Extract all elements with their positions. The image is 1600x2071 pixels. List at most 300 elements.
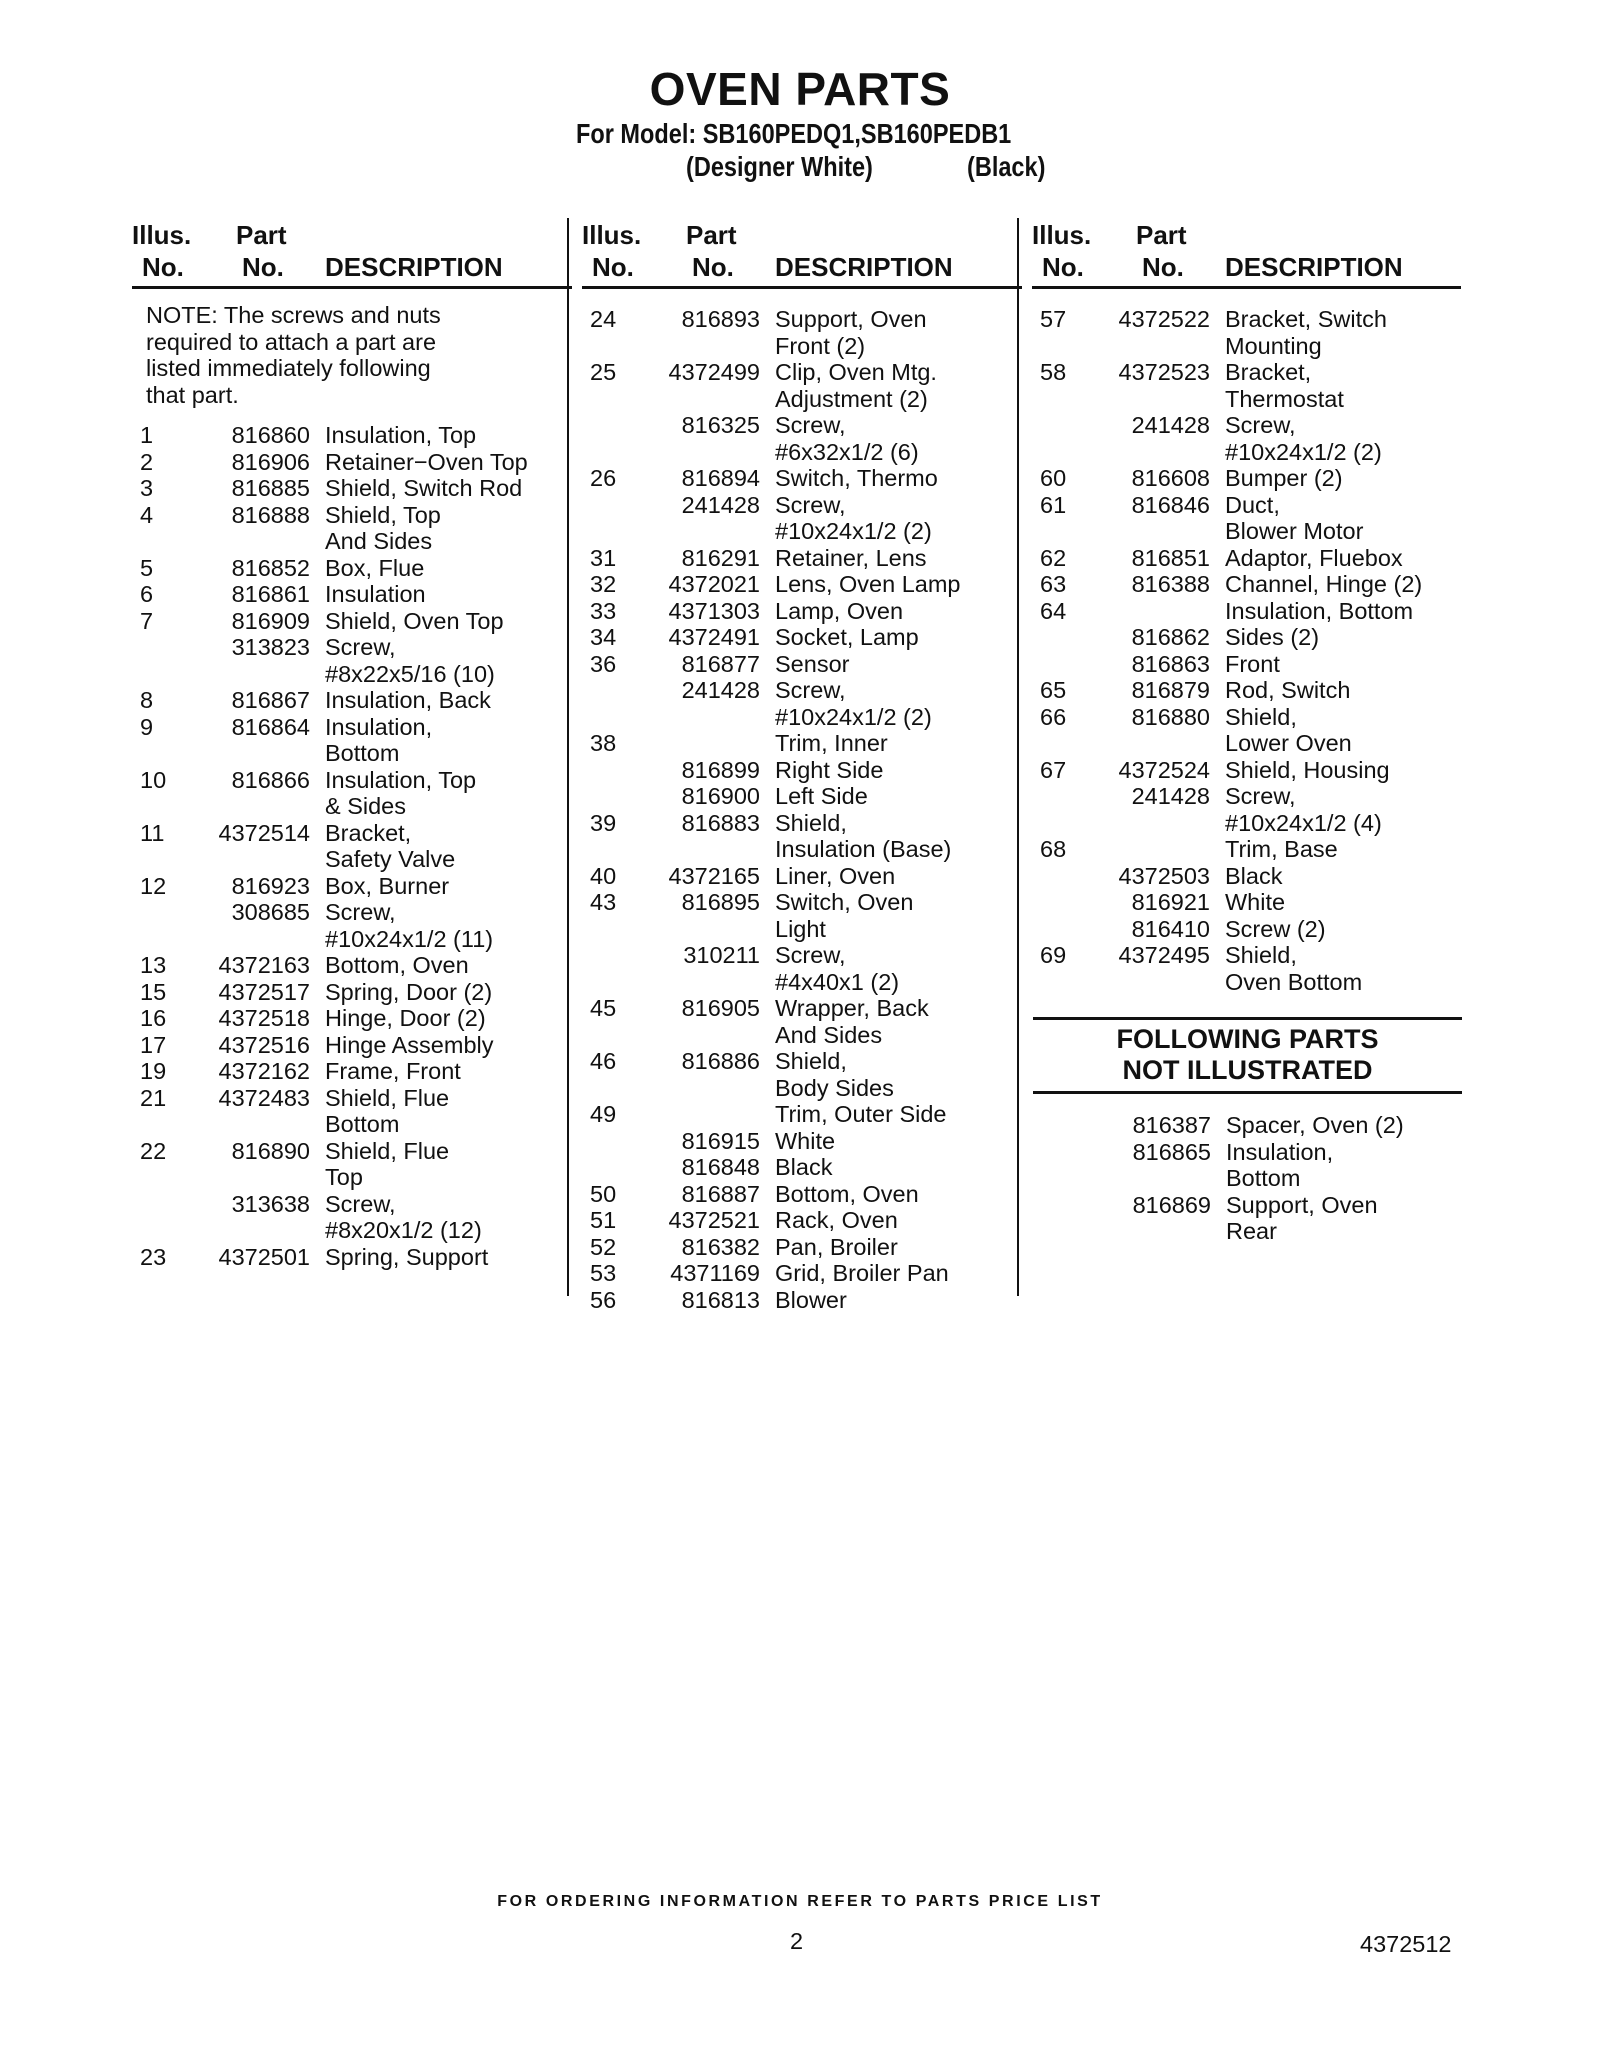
part-number: 4372516	[218, 1031, 310, 1058]
part-description: Bracket, Switch	[1225, 306, 1387, 332]
part-number: 816852	[231, 554, 310, 581]
part-description: Screw,	[775, 942, 846, 968]
part-row	[132, 1111, 572, 1138]
header-part-no: No.	[1142, 252, 1184, 282]
part-description: Sensor	[775, 650, 850, 677]
part-row	[132, 555, 572, 582]
part-row	[132, 899, 572, 926]
part-number: 241428	[1131, 783, 1210, 809]
part-number: 816382	[681, 1233, 760, 1260]
illus-number: 65	[1040, 677, 1067, 703]
part-description: Screw (2)	[1225, 915, 1326, 942]
part-row	[1032, 412, 1472, 439]
part-description: Shield, Oven Top	[325, 607, 504, 634]
illus-number: 22	[140, 1137, 167, 1164]
part-description: Frame, Front	[325, 1058, 461, 1084]
part-row	[582, 545, 1022, 572]
part-row	[582, 465, 1022, 492]
part-row	[132, 846, 572, 873]
illus-number: 19	[140, 1058, 167, 1084]
part-description: & Sides	[325, 793, 406, 819]
ordering-info: FOR ORDERING INFORMATION REFER TO PARTS PRICE LIST	[497, 1893, 1103, 1910]
part-number: 816867	[231, 687, 310, 713]
part-description: Trim, Inner	[775, 730, 888, 756]
part-description: Insulation, Top	[325, 766, 477, 793]
part-number: 816813	[681, 1286, 760, 1313]
part-number: 816899	[681, 756, 760, 783]
illus-number: 51	[590, 1207, 617, 1233]
part-description: Spring, Support	[325, 1243, 489, 1270]
part-row	[132, 1138, 572, 1165]
part-number: 816860	[231, 422, 310, 448]
part-row	[132, 1005, 572, 1032]
part-row	[582, 730, 1022, 757]
part-description: White	[775, 1127, 836, 1154]
part-row	[582, 995, 1022, 1022]
header-illus: Illus.	[1032, 220, 1092, 250]
illus-number: 38	[590, 730, 617, 756]
part-description: Hinge, Door (2)	[325, 1005, 486, 1031]
part-number: 816879	[1131, 677, 1210, 703]
part-description: Bracket,	[1225, 359, 1312, 385]
part-number: 313638	[231, 1190, 310, 1217]
page-number: 2	[790, 1928, 804, 1954]
part-description: Spacer, Oven (2)	[1226, 1112, 1404, 1138]
part-row	[1032, 704, 1472, 731]
part-description: And Sides	[325, 528, 433, 554]
part-row	[582, 677, 1022, 704]
part-row	[582, 598, 1022, 625]
part-number: 313823	[231, 634, 310, 660]
column-header	[582, 216, 1022, 289]
header-illus-no: No.	[1042, 252, 1084, 282]
illus-number: 17	[140, 1031, 167, 1058]
part-description: Blower Motor	[1225, 518, 1364, 544]
not-illustrated-line-1: FOLLOWING PARTS	[1116, 1024, 1379, 1054]
part-row	[132, 528, 572, 555]
part-description: #10x24x1/2 (2)	[1225, 438, 1382, 465]
part-description: Mounting	[1225, 332, 1322, 359]
illus-number: 43	[590, 889, 617, 915]
part-row	[1032, 783, 1472, 810]
part-number: 241428	[681, 491, 760, 518]
part-description: Screw,	[325, 899, 396, 925]
part-description: #10x24x1/2 (2)	[775, 518, 932, 544]
part-description: Rack, Oven	[775, 1207, 898, 1233]
header-illus: Illus.	[132, 220, 192, 250]
part-row	[132, 793, 572, 820]
part-description: Insulation	[325, 581, 426, 607]
part-row	[1033, 1112, 1473, 1139]
part-description: Hinge Assembly	[325, 1031, 494, 1058]
part-description: Lower Oven	[1225, 730, 1352, 756]
illus-number: 16	[140, 1005, 167, 1031]
part-description: Top	[325, 1164, 363, 1190]
part-number: 241428	[681, 677, 760, 703]
part-row	[132, 1032, 572, 1059]
part-number: 816886	[681, 1048, 760, 1074]
part-row	[1032, 333, 1472, 360]
part-row	[1032, 492, 1472, 519]
part-row	[1032, 598, 1472, 625]
part-number: 816863	[1131, 650, 1210, 677]
part-description: Box, Burner	[325, 872, 450, 899]
illus-number: 56	[590, 1286, 617, 1313]
part-description: Bottom	[1226, 1165, 1301, 1191]
part-row	[1032, 386, 1472, 413]
part-row	[132, 634, 572, 661]
part-description: Light	[775, 915, 826, 942]
part-number: 4371169	[670, 1260, 760, 1286]
part-row	[1032, 439, 1472, 466]
illus-number: 63	[1040, 571, 1067, 597]
part-description: Bottom, Oven	[775, 1180, 919, 1207]
column-divider	[567, 218, 569, 1296]
part-description: Channel, Hinge (2)	[1225, 571, 1423, 597]
part-description: Black	[1225, 862, 1283, 889]
part-description: Safety Valve	[325, 846, 456, 872]
part-number: 816877	[681, 650, 760, 677]
part-description: Liner, Oven	[775, 862, 896, 889]
part-number: 816915	[681, 1127, 760, 1154]
part-number: 816905	[681, 995, 760, 1021]
header-illus-no: No.	[592, 252, 634, 282]
part-description: Support, Oven	[775, 306, 927, 332]
parts-column-2	[582, 216, 1022, 1313]
part-number: 816851	[1131, 544, 1210, 571]
illus-number: 60	[1040, 465, 1067, 491]
part-row	[1032, 969, 1472, 996]
illus-number: 49	[590, 1101, 617, 1127]
part-description: Shield,	[1225, 942, 1297, 968]
part-row	[582, 916, 1022, 943]
part-description: Insulation, Back	[325, 687, 491, 713]
part-description: Left Side	[775, 783, 868, 809]
header-part: Part	[236, 220, 287, 250]
part-row	[582, 1234, 1022, 1261]
part-description: Screw,	[775, 491, 846, 518]
illus-number: 26	[590, 465, 617, 491]
part-row	[132, 1217, 572, 1244]
part-description: Bracket,	[325, 819, 412, 846]
part-row	[582, 651, 1022, 678]
part-row	[1033, 1192, 1473, 1219]
header-part: Part	[1136, 220, 1187, 250]
part-number: 4372495	[1118, 942, 1210, 968]
part-row	[132, 926, 572, 953]
part-description: #10x24x1/2 (2)	[775, 703, 932, 730]
part-number: 816923	[231, 872, 310, 899]
part-row	[132, 661, 572, 688]
part-number: 4372165	[668, 862, 760, 889]
part-number: 816865	[1132, 1138, 1211, 1165]
part-row	[582, 704, 1022, 731]
part-row	[132, 1191, 572, 1218]
part-description: Front	[1225, 650, 1280, 677]
illus-number: 68	[1040, 836, 1067, 862]
illus-number: 46	[590, 1048, 617, 1074]
part-number: 4372163	[218, 952, 310, 978]
part-row	[132, 979, 572, 1006]
part-number: 816906	[231, 448, 310, 475]
part-number: 308685	[231, 899, 310, 925]
part-number: 816388	[1131, 571, 1210, 597]
parts-list	[132, 302, 572, 1270]
part-number: 816387	[1132, 1112, 1211, 1138]
illus-number: 10	[140, 766, 167, 793]
header-illus: Illus.	[582, 220, 642, 250]
part-number: 816410	[1131, 915, 1210, 942]
part-number: 4371303	[668, 597, 760, 624]
part-description: Box, Flue	[325, 554, 425, 581]
page-title: OVEN PARTS	[649, 63, 951, 115]
part-row	[582, 1075, 1022, 1102]
part-row	[132, 502, 572, 529]
part-number: 816325	[681, 412, 760, 438]
part-number: 4372524	[1118, 756, 1210, 783]
part-row	[1032, 916, 1472, 943]
header-description: DESCRIPTION	[325, 252, 503, 282]
not-illustrated-list	[1033, 1112, 1473, 1245]
parts-column-1	[132, 216, 572, 1270]
part-row	[132, 449, 572, 476]
part-row	[582, 359, 1022, 386]
illus-number: 9	[140, 713, 154, 740]
part-number: 816885	[231, 475, 310, 501]
part-description: Bumper (2)	[1225, 465, 1343, 491]
part-description: Bottom	[325, 1111, 400, 1137]
part-row	[132, 740, 572, 767]
part-row	[582, 942, 1022, 969]
parts-list	[1032, 306, 1472, 995]
part-row	[582, 969, 1022, 996]
illus-number: 34	[590, 624, 617, 650]
part-description: Sides (2)	[1225, 624, 1320, 650]
part-description: Duct,	[1225, 491, 1280, 518]
part-row	[1033, 1165, 1473, 1192]
part-description: Pan, Broiler	[775, 1233, 898, 1260]
part-description: Screw,	[325, 1190, 396, 1217]
part-number: 816921	[1131, 889, 1210, 915]
illus-number: 53	[590, 1260, 617, 1286]
part-description: Thermostat	[1225, 385, 1344, 412]
part-number: 816862	[1131, 624, 1210, 650]
illus-number: 23	[140, 1243, 167, 1270]
part-description: Bottom, Oven	[325, 952, 469, 978]
part-description: Oven Bottom	[1225, 968, 1363, 995]
header-description: DESCRIPTION	[775, 252, 953, 282]
part-number: 4372162	[218, 1058, 310, 1084]
part-row	[582, 863, 1022, 890]
part-row	[1032, 810, 1472, 837]
part-number: 816848	[681, 1154, 760, 1180]
part-row	[582, 306, 1022, 333]
part-number: 4372501	[218, 1243, 310, 1270]
part-description: Screw,	[775, 412, 846, 438]
part-row	[132, 952, 572, 979]
part-number: 816895	[681, 889, 760, 915]
illus-number: 36	[590, 650, 617, 677]
illus-number: 4	[140, 501, 154, 528]
part-description: Adjustment (2)	[775, 385, 928, 412]
part-description: Screw,	[325, 634, 396, 660]
part-row	[582, 810, 1022, 837]
part-row	[582, 412, 1022, 439]
part-description: Socket, Lamp	[775, 624, 919, 650]
part-row	[1033, 1139, 1473, 1166]
variant-black: (Black)	[967, 151, 1046, 182]
part-number: 4372514	[218, 819, 310, 846]
part-row	[582, 333, 1022, 360]
part-row	[132, 687, 572, 714]
part-row	[1032, 624, 1472, 651]
part-description: Retainer, Lens	[775, 544, 927, 571]
part-description: Screw,	[1225, 412, 1296, 438]
part-row	[582, 889, 1022, 916]
part-description: Clip, Oven Mtg.	[775, 359, 937, 385]
part-number: 4372517	[218, 978, 310, 1005]
part-description: Shield, Top	[325, 501, 441, 528]
part-row	[582, 783, 1022, 810]
part-row	[132, 422, 572, 449]
illus-number: 33	[590, 597, 617, 624]
part-description: Insulation (Base)	[775, 836, 952, 862]
part-description: Switch, Oven	[775, 889, 914, 915]
note-line: that part.	[146, 381, 239, 408]
part-description: Shield,	[775, 1048, 847, 1074]
part-description: Wrapper, Back	[775, 995, 929, 1021]
illus-number: 8	[140, 687, 154, 713]
illus-number: 58	[1040, 359, 1067, 385]
part-number: 4372491	[668, 624, 760, 650]
part-row	[582, 386, 1022, 413]
part-description: Shield, Flue	[325, 1084, 450, 1111]
part-description: #10x24x1/2 (4)	[1225, 809, 1382, 836]
part-number: 4372523	[1118, 359, 1210, 385]
part-description: Front (2)	[775, 332, 866, 359]
part-number: 816880	[1131, 703, 1210, 730]
illus-number: 32	[590, 571, 617, 597]
part-description: Trim, Outer Side	[775, 1101, 947, 1127]
part-row	[132, 475, 572, 502]
part-number: 4372499	[668, 359, 760, 385]
part-description: Insulation,	[325, 713, 433, 740]
header-part: Part	[686, 220, 737, 250]
part-row	[1032, 757, 1472, 784]
illus-number: 3	[140, 475, 154, 501]
illus-number: 21	[140, 1084, 167, 1111]
part-row	[582, 1287, 1022, 1314]
part-description: #10x24x1/2 (11)	[325, 925, 494, 952]
part-number: 4372521	[668, 1207, 760, 1233]
model-line: For Model: SB160PEDQ1,SB160PEDB1	[576, 118, 1012, 149]
part-description: #8x20x1/2 (12)	[325, 1217, 482, 1243]
part-number: 816894	[681, 465, 760, 491]
illus-number: 67	[1040, 756, 1067, 783]
part-row	[132, 1244, 572, 1271]
illus-number: 62	[1040, 544, 1067, 571]
part-number: 4372021	[668, 571, 760, 597]
part-description: Rear	[1226, 1218, 1277, 1244]
part-row	[1032, 942, 1472, 969]
part-number: 816861	[231, 581, 310, 607]
part-row	[1032, 571, 1472, 598]
part-row	[1032, 889, 1472, 916]
part-row	[582, 1181, 1022, 1208]
illus-number: 40	[590, 862, 617, 889]
part-row	[582, 1101, 1022, 1128]
part-row	[582, 1048, 1022, 1075]
part-number: 816864	[231, 713, 310, 740]
part-row	[1032, 863, 1472, 890]
part-number: 816890	[231, 1137, 310, 1164]
part-description: Lamp, Oven	[775, 597, 904, 624]
part-number: 816888	[231, 501, 310, 528]
part-row	[582, 836, 1022, 863]
illus-number: 11	[140, 819, 165, 846]
part-row	[132, 608, 572, 635]
part-number: 816869	[1132, 1191, 1211, 1218]
part-number: 4372522	[1118, 306, 1210, 332]
illus-number: 64	[1040, 597, 1067, 624]
part-row	[1032, 306, 1472, 333]
part-row	[582, 1128, 1022, 1155]
part-description: Right Side	[775, 756, 884, 783]
illus-number: 61	[1040, 491, 1067, 518]
part-number: 816887	[681, 1180, 760, 1207]
part-row	[1032, 545, 1472, 572]
illus-number: 50	[590, 1180, 617, 1207]
parts-list	[582, 306, 1022, 1313]
part-description: Screw,	[775, 677, 846, 703]
part-number: 310211	[683, 942, 760, 968]
part-description: Support, Oven	[1226, 1191, 1378, 1218]
variant-white: (Designer White)	[686, 151, 873, 182]
part-description: Insulation, Top	[325, 422, 477, 448]
illus-number: 2	[140, 448, 154, 475]
part-number: 4372503	[1118, 862, 1210, 889]
part-description: #8x22x5/16 (10)	[325, 660, 495, 687]
part-row	[132, 714, 572, 741]
illus-number: 66	[1040, 703, 1067, 730]
part-row	[582, 1207, 1022, 1234]
part-row	[582, 1154, 1022, 1181]
part-description: Shield, Switch Rod	[325, 475, 523, 501]
part-number: 816866	[231, 766, 310, 793]
part-number: 4372518	[218, 1005, 310, 1031]
illus-number: 15	[140, 978, 167, 1005]
part-row	[132, 767, 572, 794]
part-row	[1032, 651, 1472, 678]
part-row	[1032, 836, 1472, 863]
not-illustrated-line-2: NOT ILLUSTRATED	[1122, 1055, 1373, 1085]
illus-number: 1	[140, 422, 154, 448]
part-description: Grid, Broiler Pan	[775, 1260, 949, 1286]
header-part-no: No.	[242, 252, 284, 282]
illus-number: 57	[1040, 306, 1067, 332]
part-number: 816893	[681, 306, 760, 332]
part-description: White	[1225, 889, 1286, 915]
header-illus-no: No.	[142, 252, 184, 282]
part-description: Adaptor, Fluebox	[1225, 544, 1403, 571]
illus-number: 24	[590, 306, 617, 332]
part-description: Shield, Housing	[1225, 756, 1390, 783]
header-part-no: No.	[692, 252, 734, 282]
part-description: Black	[775, 1154, 833, 1180]
part-number: 816909	[231, 607, 310, 634]
part-row	[582, 1022, 1022, 1049]
part-row	[1032, 359, 1472, 386]
